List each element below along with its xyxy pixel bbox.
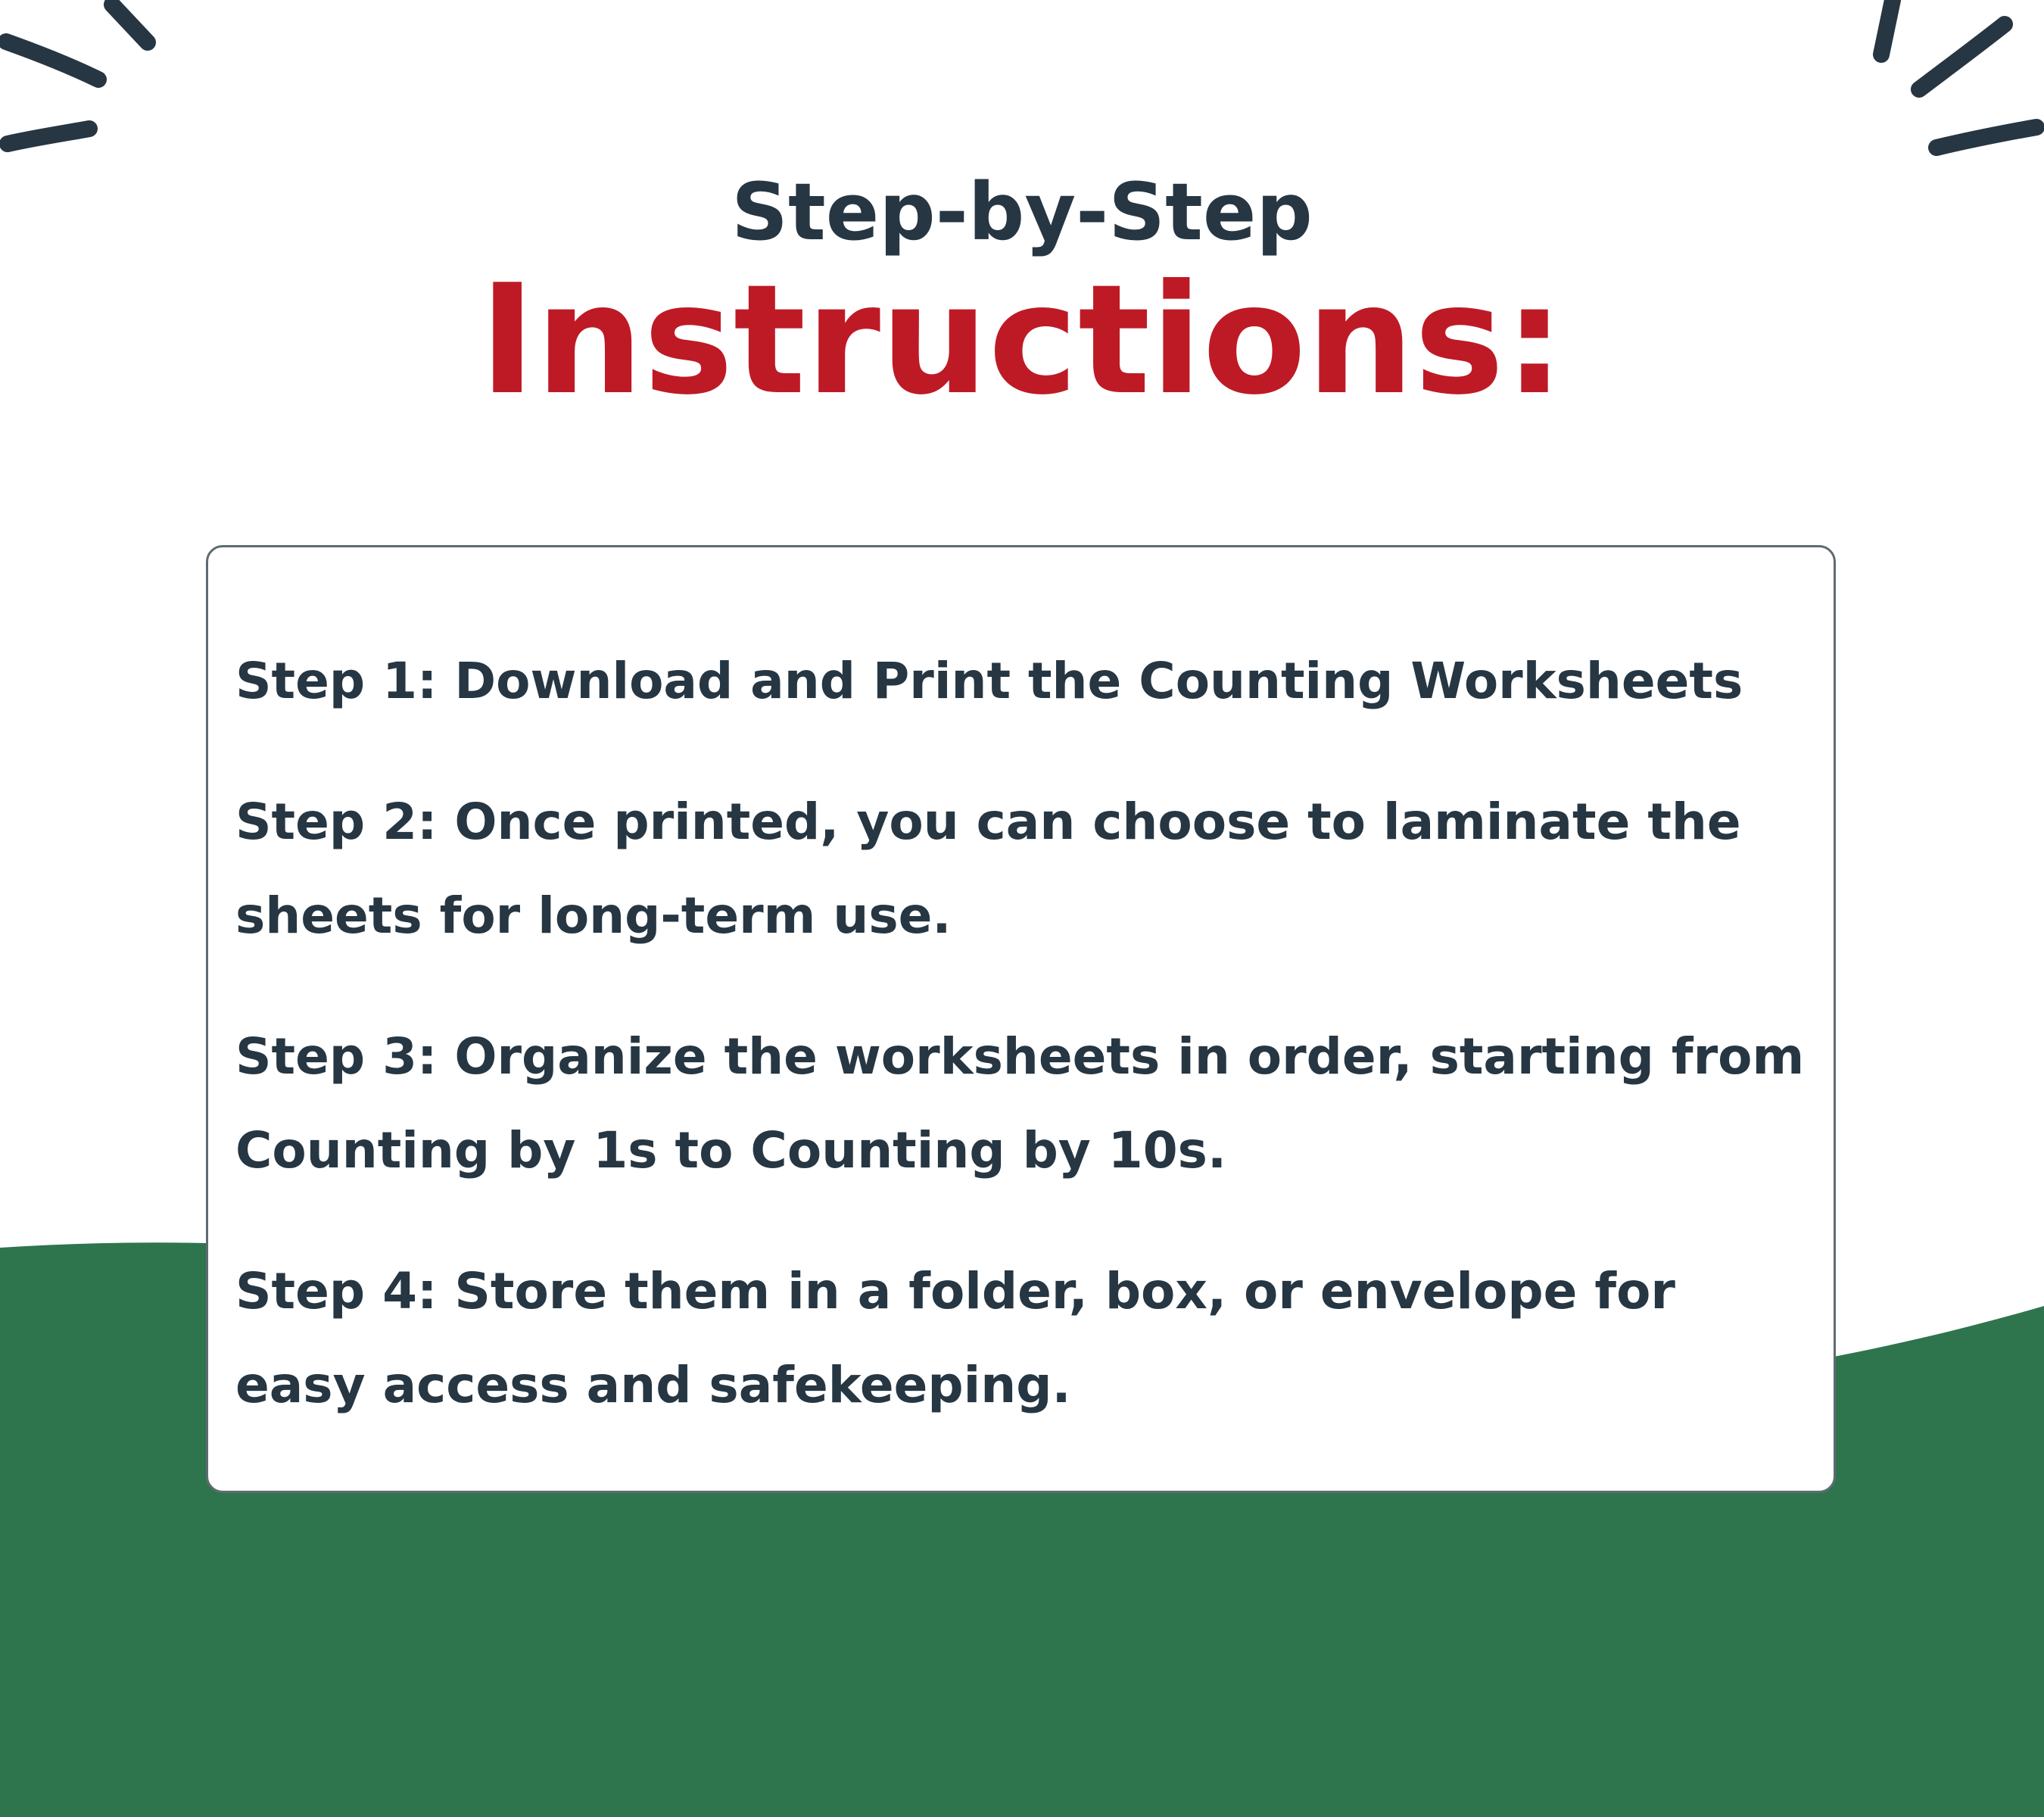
step-item: Step 1: Download and Print the Counting Worksheets: [235, 652, 1743, 710]
page-subtitle: Step-by-Step: [731, 166, 1313, 258]
step-item: Step 3: Organize the worksheets in order, starting from Counting by 1s to Counting by 10s.: [235, 1027, 1805, 1180]
instructions-card: [206, 545, 1836, 1493]
step-item: Step 2: Once printed, you can choose to laminate the sheets for long-term use.: [235, 793, 1741, 945]
page-title: Instructions:: [479, 252, 1565, 429]
step-item: Step 4: Store them in a folder, box, or envelope for easy access and safekeeping.: [235, 1262, 1675, 1414]
